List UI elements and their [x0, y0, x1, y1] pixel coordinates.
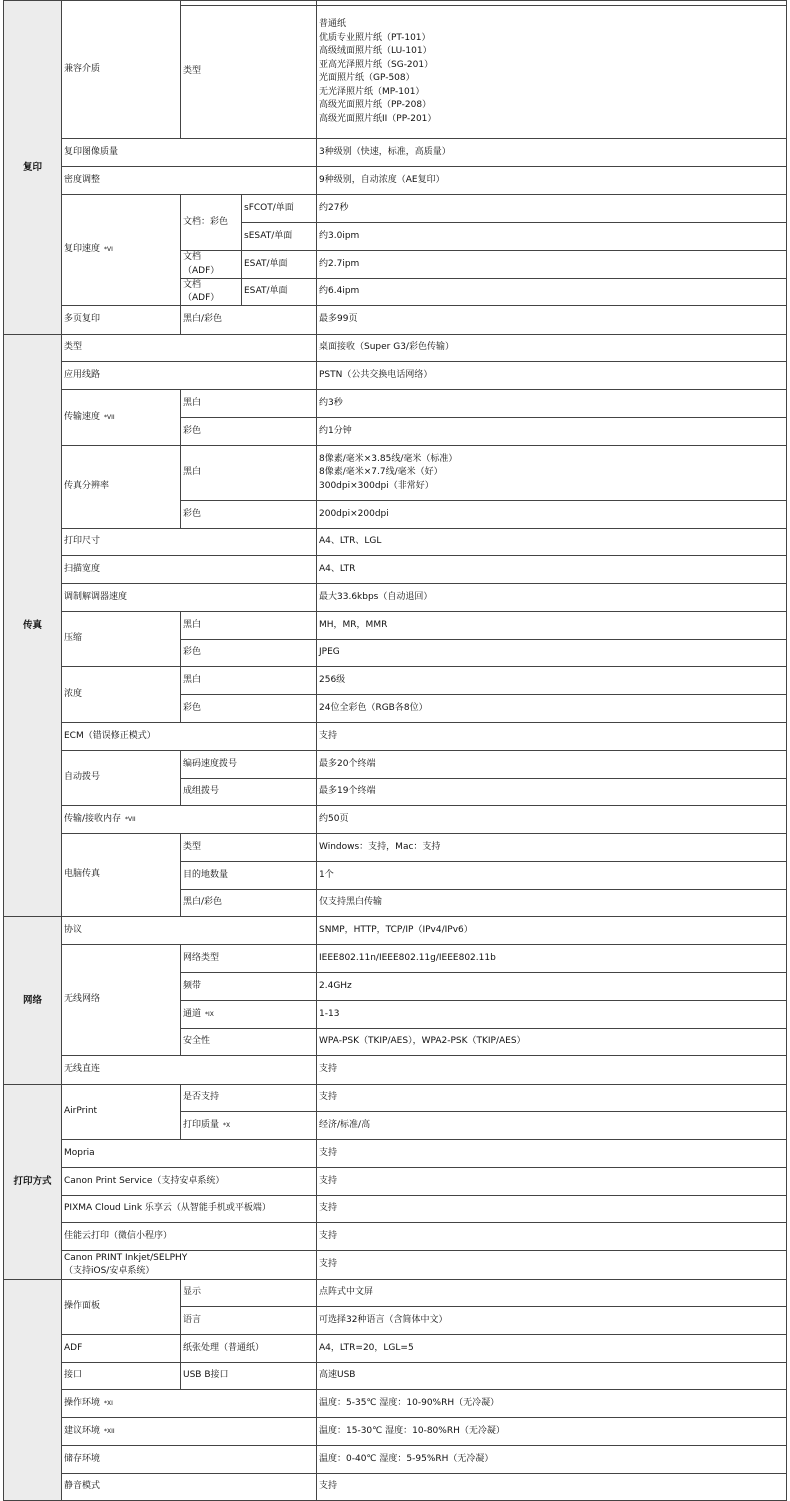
spec-cell-text: 复印速度	[64, 244, 101, 255]
spec-cell-text: 成组拨号	[183, 786, 220, 797]
spec-cell	[316, 555, 787, 584]
spec-cell-text: 文档 （ADF）	[183, 279, 220, 303]
spec-cell-text: 约3.0ipm	[319, 230, 360, 241]
spec-cell-text: 语言	[183, 1314, 202, 1325]
spec-cell-text: 普通纸 优质专业照片纸（PT-101） 高级绒面照片纸（LU-101） 亚高光泽照片纸（SG-201） 光面照片纸（GP-508） 无光泽照片纸（MP-101） 高级光面照片纸（PP-208） 高级光面照片纸II（PP-201）	[319, 19, 437, 124]
spec-cell	[61, 1362, 181, 1390]
spec-cell-text: 打印尺寸	[64, 536, 101, 547]
spec-cell	[61, 361, 317, 390]
spec-cell-text: 应用线路	[64, 369, 101, 380]
spec-cell	[61, 555, 317, 584]
spec-cell-text: 黑白	[183, 619, 202, 630]
spec-cell-text: 支持	[319, 1259, 338, 1270]
spec-cell-text: 压缩	[64, 633, 83, 644]
spec-cell-text: 支持	[319, 1203, 338, 1214]
spec-cell-text: ADF	[64, 1342, 83, 1353]
spec-cell-text: 静音模式	[64, 1481, 101, 1492]
spec-cell	[180, 5, 317, 139]
spec-cell	[180, 417, 317, 446]
spec-cell-text: 网络	[22, 994, 42, 1006]
spec-cell	[61, 1055, 317, 1085]
spec-cell	[61, 611, 181, 667]
spec-section-header	[3, 0, 62, 335]
spec-cell-text: 类型	[183, 66, 202, 77]
spec-cell	[180, 944, 317, 973]
spec-cell	[316, 666, 787, 695]
spec-cell-text: MH，MR，MMR	[319, 619, 388, 630]
spec-cell-text: 温度：5-35℃ 湿度：10-90%RH（无冷凝）	[319, 1397, 500, 1408]
spec-cell	[180, 445, 317, 501]
spec-cell	[316, 1279, 787, 1307]
spec-cell	[316, 778, 787, 806]
spec-cell-text: 9种级别，自动浓度（AE复印）	[319, 174, 445, 185]
spec-cell	[61, 138, 317, 167]
spec-cell-text: 操作环境	[64, 1397, 101, 1408]
spec-cell-text: Mopria	[64, 1147, 95, 1158]
spec-cell-text: 24位全彩色（RGB各8位）	[319, 702, 428, 713]
spec-cell-text: 彩色	[183, 647, 202, 658]
spec-cell: 复印速度 *VI	[61, 194, 181, 306]
spec-cell	[316, 805, 787, 834]
spec-cell-text: 扫描宽度	[64, 563, 101, 574]
spec-section-header	[3, 916, 62, 1085]
spec-cell	[316, 334, 787, 362]
spec-cell	[180, 666, 317, 695]
spec-cell-text: A4、LTR	[319, 563, 356, 574]
spec-cell	[316, 417, 787, 446]
spec-cell-text: 支持	[319, 1175, 338, 1186]
spec-cell-text: 1-13	[319, 1008, 340, 1019]
spec-cell	[61, 916, 317, 945]
spec-cell	[316, 528, 787, 556]
spec-cell-text: 彩色	[183, 508, 202, 519]
spec-cell	[61, 1222, 317, 1251]
spec-cell	[180, 500, 317, 529]
spec-cell	[316, 972, 787, 1001]
spec-cell-text: 密度调整	[64, 174, 101, 185]
spec-cell-text: 浓度	[64, 688, 83, 699]
spec-cell	[180, 194, 242, 251]
spec-cell-text: 经济/标准/高	[319, 1119, 371, 1130]
spec-cell-text: 传真	[22, 619, 42, 631]
spec-cell	[316, 1445, 787, 1474]
spec-cell	[61, 833, 181, 917]
spec-cell	[316, 583, 787, 612]
spec-cell-text: 类型	[183, 841, 202, 852]
spec-cell-text: 文档：彩色	[183, 216, 229, 227]
spec-cell	[61, 166, 317, 195]
spec-cell-text: 点阵式中文屏	[319, 1287, 374, 1298]
spec-cell	[61, 445, 181, 529]
spec-cell	[316, 861, 787, 890]
spec-cell-text: Canon Print Service（支持安卓系统）	[64, 1175, 225, 1186]
spec-cell-text: 无线直连	[64, 1064, 101, 1075]
spec-cell-text: 仅支持黑白传输	[319, 897, 383, 908]
spec-cell	[61, 583, 317, 612]
spec-cell	[316, 1250, 787, 1280]
spec-cell	[316, 694, 787, 723]
spec-cell	[316, 1111, 787, 1140]
spec-cell-text: 支持	[319, 1230, 338, 1241]
spec-cell	[316, 1417, 787, 1446]
spec-cell	[180, 1084, 317, 1112]
spec-cell: 建议环境 *XII	[61, 1417, 317, 1446]
spec-cell	[316, 194, 787, 223]
spec-cell	[61, 334, 317, 362]
spec-cell-text: 支持	[319, 1064, 338, 1075]
spec-cell	[61, 528, 317, 556]
spec-cell	[316, 166, 787, 195]
spec-cell-text: 彩色	[183, 702, 202, 713]
spec-cell-text: 约50页	[319, 813, 349, 824]
spec-cell-text: SNMP，HTTP，TCP/IP（IPv4/IPv6）	[319, 924, 473, 935]
spec-cell-text: 是否支持	[183, 1092, 220, 1103]
spec-cell	[61, 1334, 181, 1363]
spec-cell	[61, 722, 317, 751]
spec-cell	[241, 250, 317, 279]
spec-cell	[316, 722, 787, 751]
spec-cell	[180, 1334, 317, 1363]
spec-cell	[180, 389, 317, 418]
spec-cell-text: A4，LTR=20，LGL=5	[319, 1342, 414, 1353]
spec-cell	[316, 916, 787, 945]
spec-section-header	[3, 1279, 62, 1501]
spec-cell	[61, 1084, 181, 1140]
spec-cell-text: 支持	[319, 1092, 338, 1103]
spec-cell-text: 多页复印	[64, 314, 101, 325]
spec-cell-text: sESAT/单面	[244, 230, 293, 241]
spec-cell	[61, 1445, 317, 1474]
spec-cell	[316, 1139, 787, 1168]
spec-cell-text: 储存环境	[64, 1453, 101, 1464]
spec-cell	[61, 305, 181, 335]
spec-cell-text: 支持	[319, 1147, 338, 1158]
spec-cell-text: 1个	[319, 869, 334, 880]
spec-cell	[241, 194, 317, 223]
spec-cell: 通道 *IX	[180, 1000, 317, 1029]
spec-cell-text: JPEG	[319, 647, 340, 658]
spec-cell-text: 温度：0-40℃ 湿度：5-95%RH（无冷凝）	[319, 1453, 494, 1464]
spec-cell	[241, 222, 317, 251]
spec-cell-text: 传输速度	[64, 411, 101, 422]
spec-cell	[316, 944, 787, 973]
spec-cell: 操作环境 *XI	[61, 1389, 317, 1418]
spec-cell-text: 约1分钟	[319, 425, 352, 436]
spec-cell-text: 黑白/彩色	[183, 314, 223, 325]
spec-cell-text: 黑白	[183, 397, 202, 408]
spec-cell	[61, 1195, 317, 1223]
spec-cell-text: 调制解调器速度	[64, 591, 128, 602]
spec-cell-text: sFCOT/单面	[244, 202, 294, 213]
spec-cell	[316, 833, 787, 862]
spec-cell	[61, 666, 181, 723]
spec-cell	[316, 222, 787, 251]
spec-cell	[316, 1334, 787, 1363]
spec-cell	[180, 778, 317, 806]
spec-cell-text: Windows：支持，Mac：支持	[319, 841, 441, 852]
spec-cell-text: 黑白/彩色	[183, 897, 223, 908]
spec-cell-text: WPA-PSK（TKIP/AES），WPA2-PSK（TKIP/AES）	[319, 1036, 526, 1047]
spec-cell	[316, 250, 787, 279]
spec-cell-text: 高速USB	[319, 1370, 356, 1381]
spec-cell-text: 支持	[319, 730, 338, 741]
spec-cell	[316, 361, 787, 390]
spec-cell	[316, 1222, 787, 1251]
spec-cell-text: 打印方式	[13, 1176, 52, 1188]
spec-cell-text: 黑白	[183, 674, 202, 685]
spec-cell-text: 网络类型	[183, 952, 220, 963]
spec-cell-text: 最大33.6kbps（自动退回）	[319, 591, 433, 602]
spec-cell-text: ECM（错误修正模式）	[64, 730, 156, 741]
spec-cell-text: 约2.7ipm	[319, 258, 360, 269]
spec-cell	[316, 305, 787, 335]
spec-cell-text: 电脑传真	[64, 869, 101, 880]
spec-cell-text: 复印	[22, 161, 42, 173]
spec-cell-text: ESAT/单面	[244, 258, 288, 269]
spec-cell-text: PSTN（公共交换电话网络）	[319, 369, 433, 380]
spec-cell	[61, 1139, 317, 1168]
spec-cell	[316, 1362, 787, 1390]
spec-cell-text: 操作面板	[64, 1301, 101, 1312]
spec-cell	[180, 972, 317, 1001]
spec-cell	[61, 0, 181, 139]
spec-cell	[180, 889, 317, 917]
spec-cell-text: 类型	[64, 342, 83, 353]
spec-cell-text: 通道	[183, 1008, 202, 1019]
spec-cell	[180, 305, 317, 335]
spec-cell-text: 约3秒	[319, 397, 343, 408]
spec-cell	[316, 889, 787, 917]
spec-cell	[180, 833, 317, 862]
spec-cell	[180, 750, 317, 779]
spec-section-header	[3, 1084, 62, 1280]
spec-cell-text: 桌面接收（Super G3/彩色传输）	[319, 342, 454, 353]
spec-cell	[316, 611, 787, 640]
spec-cell-text: 复印图像质量	[64, 146, 119, 157]
spec-cell	[316, 138, 787, 167]
spec-cell-text: 兼容介质	[64, 63, 101, 74]
spec-cell-text: 2.4GHz	[319, 980, 352, 991]
spec-cell: 传输/接收内存 *VII	[61, 805, 317, 834]
spec-cell-text: 无线网络	[64, 994, 101, 1005]
spec-section-header	[3, 334, 62, 917]
spec-cell	[316, 1389, 787, 1418]
spec-cell-text: 温度：15-30℃ 湿度：10-80%RH（无冷凝）	[319, 1425, 505, 1436]
spec-cell	[61, 750, 181, 806]
spec-cell-text: 最多19个终端	[319, 786, 376, 797]
spec-cell-text: 自动拨号	[64, 772, 101, 783]
spec-cell	[180, 611, 317, 640]
spec-cell	[316, 389, 787, 418]
spec-cell	[241, 278, 317, 306]
spec-cell	[316, 1195, 787, 1223]
spec-cell	[180, 1306, 317, 1335]
spec-cell	[180, 250, 242, 279]
spec-cell-text: 纸张处理（普通纸）	[183, 1342, 265, 1353]
spec-cell-text: 256级	[319, 674, 346, 685]
spec-cell-text: 协议	[64, 924, 83, 935]
spec-cell	[316, 1084, 787, 1112]
spec-cell-text: 支持	[319, 1481, 338, 1492]
spec-cell	[61, 1279, 181, 1335]
spec-cell-text: 彩色	[183, 425, 202, 436]
spec-cell	[61, 1167, 317, 1196]
spec-cell-text: 最多20个终端	[319, 758, 376, 769]
spec-cell-text: 传真分辨率	[64, 481, 110, 492]
spec-cell: 传输速度 *VII	[61, 389, 181, 446]
spec-cell-text: IEEE802.11n/IEEE802.11g/IEEE802.11b	[319, 952, 496, 963]
spec-cell	[180, 1279, 317, 1307]
spec-cell	[316, 750, 787, 779]
spec-cell-text: 打印质量	[183, 1119, 220, 1130]
spec-cell-text: 接口	[64, 1370, 83, 1381]
spec-cell	[61, 1473, 317, 1501]
spec-cell-text: 显示	[183, 1287, 202, 1298]
spec-cell-text: 约27秒	[319, 202, 349, 213]
spec-cell: 打印质量 *X	[180, 1111, 317, 1140]
spec-cell-text: 黑白	[183, 467, 202, 478]
spec-cell-text: PIXMA Cloud Link 乐享云（从智能手机或平板端）	[64, 1203, 271, 1214]
spec-cell	[316, 500, 787, 529]
spec-cell	[180, 1028, 317, 1056]
spec-cell	[316, 1167, 787, 1196]
spec-cell-text: Canon PRINT Inkjet/SELPHY （支持iOS/安卓系统）	[64, 1252, 188, 1276]
spec-cell	[180, 278, 242, 306]
spec-cell-text: 频带	[183, 980, 202, 991]
spec-cell-text: A4、LTR、LGL	[319, 536, 382, 547]
spec-cell-text: 安全性	[183, 1036, 211, 1047]
spec-cell	[61, 1250, 317, 1280]
spec-cell	[316, 1306, 787, 1335]
spec-cell-text: 3种级别（快速，标准，高质量）	[319, 146, 451, 157]
spec-cell	[316, 1055, 787, 1085]
spec-cell-text: 约6.4ipm	[319, 286, 360, 297]
spec-cell	[316, 5, 787, 139]
spec-cell	[61, 944, 181, 1056]
spec-cell	[180, 639, 317, 667]
spec-cell	[316, 1028, 787, 1056]
spec-cell	[180, 694, 317, 723]
spec-cell-text: 传输/接收内存	[64, 813, 122, 824]
spec-cell	[316, 278, 787, 306]
spec-cell	[180, 861, 317, 890]
spec-cell	[316, 1473, 787, 1501]
spec-cell	[316, 1000, 787, 1029]
spec-cell-text: AirPrint	[64, 1106, 98, 1117]
spec-cell-text: ESAT/单面	[244, 286, 288, 297]
spec-cell-text: 最多99页	[319, 314, 358, 325]
spec-cell-text: 文档 （ADF）	[183, 252, 220, 276]
spec-cell-text: 建议环境	[64, 1425, 101, 1436]
spec-cell-text: USB B接口	[183, 1370, 229, 1381]
spec-cell	[316, 445, 787, 501]
spec-cell-text: 佳能云打印（微信小程序）	[64, 1230, 173, 1241]
spec-cell-text: 目的地数量	[183, 869, 229, 880]
spec-cell-text: 200dpi×200dpi	[319, 508, 389, 519]
spec-cell-text: 8像素/毫米×3.85线/毫米（标准） 8像素/毫米×7.7线/毫米（好） 300dpi×300dpi（非常好）	[319, 453, 458, 491]
spec-cell	[180, 1362, 317, 1390]
spec-cell-text: 编码速度拨号	[183, 758, 238, 769]
spec-cell-text: 可选择32种语言（含简体中文）	[319, 1314, 448, 1325]
spec-cell	[316, 639, 787, 667]
